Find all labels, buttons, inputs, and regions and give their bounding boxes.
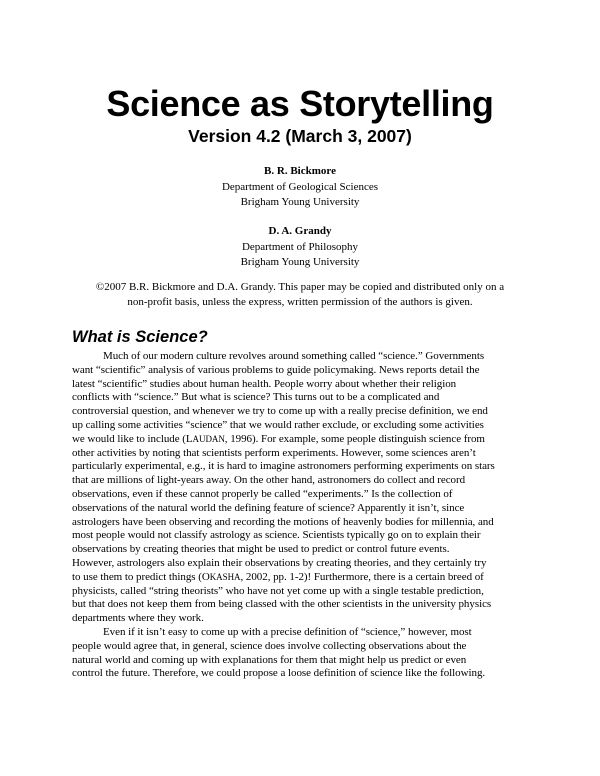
- body-text-span: we would like to include (: [72, 432, 186, 445]
- author-block-bickmore: [0, 164, 600, 211]
- body-line: that are millions of light-years away. On the other hand, astronomers do collect and record: [72, 474, 466, 487]
- body-line: Much of our modern culture revolves around something called “science.” Governments: [103, 350, 485, 362]
- body-line: but that does not keep them from being classed with the other scientists in the university physics: [72, 598, 492, 611]
- author-block-grandy: [0, 224, 600, 271]
- citation-rest: , 2002, pp. 1-2)! Furthermore, there is a certain breed of: [240, 570, 484, 583]
- body-line: natural world and coming up with explanations for them that might help us predict or even: [72, 653, 467, 666]
- body-line: observations of the natural world the defining feature of science? Apparently it isn’t, since: [72, 501, 465, 514]
- body-line: people would agree that, in general, science does involve collecting observations about the: [72, 639, 467, 652]
- author-department: Department of Philosophy: [241, 240, 359, 253]
- author-name: B. R. Bickmore: [264, 165, 336, 177]
- body-line: However, astrologers also explain their observations by creating theories, and they certainly try: [72, 556, 487, 569]
- body-text-span: to use them to predict things (: [72, 570, 202, 583]
- body-line: Even if it isn’t easy to come up with a precise definition of “science,” however, most: [103, 625, 472, 638]
- body-line-citation: [72, 433, 528, 447]
- body-line-citation: [72, 571, 528, 585]
- author-institution: Brigham Young University: [240, 196, 360, 208]
- body-line: particularly experimental, e.g., it is hard to imagine astronomers performing experiments on stars: [72, 460, 495, 473]
- copyright-line: ©2007 B.R. Bickmore and D.A. Grandy. This paper may be copied and distributed only on a: [95, 281, 505, 293]
- body-line: control the future. Therefore, we could propose a loose definition of science like the following.: [72, 667, 486, 680]
- section-heading: What is Science?: [72, 328, 208, 346]
- body-line: want “scientific” analysis of various problems to guide policymaking. News reports detail the: [72, 363, 480, 376]
- body-line: controversial question, and whenever we try to come up with a really precise definition, we end: [72, 405, 488, 418]
- copyright-line: non-profit basis, unless the express, written permission of the authors is given.: [127, 295, 473, 308]
- body-line: physicists, called “string theorists” who have not yet come up with a single testable prediction,: [72, 584, 484, 597]
- section-body: [72, 350, 528, 681]
- citation-author-initial: L: [185, 432, 193, 445]
- citation-author-initial: O: [201, 570, 210, 583]
- body-line: departments where they work.: [72, 612, 204, 625]
- body-line: conflicts with “science.” But what is science? This turns out to be a complicated and: [72, 391, 440, 404]
- body-line: observations by creating theories that might be used to predict or control future events.: [72, 543, 450, 556]
- citation-rest: , 1996). For example, some people distinguish science from: [224, 432, 485, 445]
- citation-author-smallcaps: AUDAN: [192, 433, 225, 444]
- copyright-notice: [78, 280, 522, 309]
- paper-title: Science as Storytelling: [106, 83, 494, 124]
- body-line: other activities by noting that scientists perform experiments. However, some sciences aren’t: [72, 446, 476, 459]
- body-line: observations, even if these cannot properly be called “experiments.” Is the collection of: [72, 487, 453, 500]
- author-name: D. A. Grandy: [268, 225, 332, 237]
- version-line: Version 4.2 (March 3, 2007): [188, 126, 412, 146]
- body-line: latest “scientific” studies about human health. People worry about whether their religion: [72, 377, 457, 390]
- body-line: most people would not classify astrology as science. Scientists typically go on to explain their: [72, 529, 481, 542]
- body-line: up calling some activities “science” that we would rather exclude, or excluding some activities: [72, 418, 484, 431]
- body-line: astrologers have been observing and recording the motions of heavenly bodies for millennia, and: [72, 515, 494, 528]
- author-department: Department of Geological Sciences: [221, 180, 379, 193]
- citation-author-smallcaps: KASHA: [209, 571, 241, 582]
- author-institution: Brigham Young University: [240, 256, 360, 268]
